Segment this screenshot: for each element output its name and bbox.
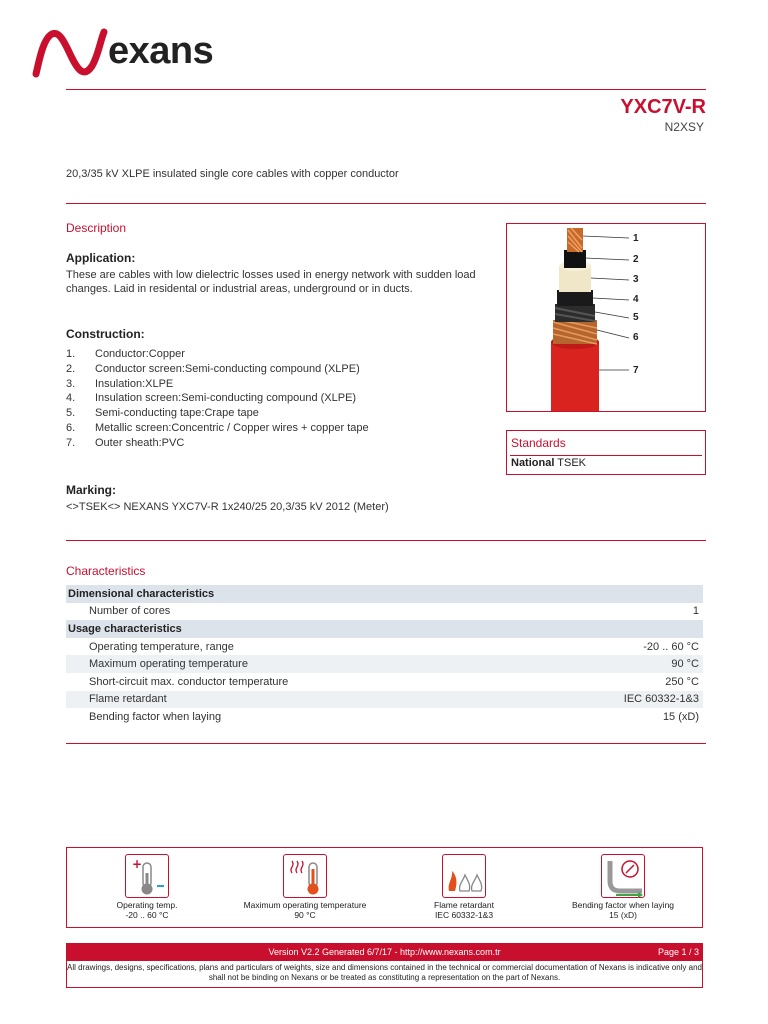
cable-label: 5 [633,312,639,323]
property-caption [67,900,227,920]
footer-bar [66,943,703,961]
standards-divider [510,455,702,456]
list-item-number: 3. [66,377,76,390]
list-item-text: Outer sheath:PVC [95,436,185,449]
property-bending-factor [543,854,703,920]
list-item [66,377,369,392]
thermometer-range-icon [125,854,169,898]
list-item-number: 7. [66,436,76,449]
section-divider [66,203,706,204]
list-item-text: Semi-conducting tape:Crape tape [95,407,259,420]
table-row [66,638,703,656]
row-label: Short-circuit max. conductor temperature [89,675,289,688]
cable-label: 1 [633,233,639,244]
characteristics-table [66,585,703,726]
application-text: These are cables with low dielectric losses used in energy network with sudden load changes. Laid in residental or industrial areas, underground or in ducts. [66,269,476,295]
row-value: -20 .. 60 °C [643,640,699,653]
brand-name: exans [108,30,214,72]
standards-title: Standards [511,436,566,450]
list-item-text: Insulation:XLPE [95,377,174,390]
header-divider [66,89,706,90]
cable-label: 4 [633,294,639,305]
property-operating-temp [67,854,227,920]
caption-value: 15 (xD) [609,910,637,920]
svg-text:+: + [132,857,143,871]
table-row [66,691,703,709]
product-subtitle: 20,3/35 kV XLPE insulated single core cables with copper conductor [66,168,399,180]
property-caption [225,900,385,920]
group-name: Dimensional characteristics [68,587,215,600]
caption-title: Bending factor when laying [571,900,675,910]
cable-label: 3 [633,274,639,285]
marking-text: <>TSEK<> NEXANS YXC7V-R 1x240/25 20,3/35 kV 2012 (Meter) [66,501,389,513]
nexans-n-mark-icon [30,26,110,84]
row-value: 15 (xD) [662,710,699,723]
table-row [66,708,703,726]
construction-list [66,347,369,451]
list-item [66,362,369,377]
caption-value: 90 °C [294,910,316,920]
marking-heading: Marking: [66,483,117,497]
standards-entry [511,457,586,469]
cable-label: 2 [633,254,639,265]
cable-label: 6 [633,332,639,343]
application-heading: Application: [66,251,136,265]
flame-retardant-icon [442,854,486,898]
standards-box [506,430,706,475]
table-row [66,673,703,691]
list-item-number: 6. [66,421,76,434]
row-value: IEC 60332-1&3 [623,693,699,706]
footer-disclaimer: All drawings, designs, specifications, plans and particulars of weights, size and dimensions contained in the technical or commercial documentation of Nexans is indicative only and shall not be binding on Nexans or be treated as constituting a representation on the part of Nexans. [66,961,703,988]
cable-cross-section-image [506,223,706,412]
caption-title: Flame retardant [434,900,494,910]
section-divider [66,743,706,744]
list-item [66,436,369,451]
cable-label: 7 [633,365,639,376]
list-item-number: 5. [66,407,76,420]
table-row [66,603,703,621]
property-max-temp [225,854,385,920]
construction-heading: Construction: [66,327,145,341]
standards-label: National [511,457,555,469]
caption-title: Operating temp. [116,900,178,910]
row-label: Flame retardant [89,693,167,706]
product-alt-name: N2XSY [664,120,704,134]
group-name: Usage characteristics [68,622,182,635]
list-item [66,406,369,421]
caption-title: Maximum operating temperature [243,900,367,910]
list-item-text: Metallic screen:Concentric / Copper wires + copper tape [95,421,369,434]
table-group-header [66,585,703,603]
characteristics-title: Characteristics [66,564,146,578]
row-label: Bending factor when laying [89,710,222,723]
footer-version[interactable]: Version V2.2 Generated 6/7/17 - http://www.nexans.com.tr [268,947,501,957]
table-row [66,655,703,673]
standards-value: TSEK [557,457,586,469]
table-group-header [66,620,703,638]
list-item-number: 1. [66,348,76,360]
section-divider [66,540,706,541]
list-item [66,391,369,406]
thermometer-heat-icon [283,854,327,898]
list-item-number: 2. [66,362,76,375]
bending-factor-icon [601,854,645,898]
property-flame-retardant [384,854,544,920]
footer-page-number: Page 1 / 3 [657,947,699,957]
list-item [66,421,369,436]
cable-layers-icon [507,224,706,412]
row-value: 1 [692,605,699,618]
product-name: YXC7V-R [620,96,706,118]
list-item-text: Conductor:Copper [95,348,185,360]
caption-value: IEC 60332-1&3 [434,910,494,920]
row-label: Number of cores [89,605,171,618]
row-value: 250 °C [665,675,699,688]
property-caption [543,900,703,920]
list-item-text: Conductor screen:Semi-conducting compound (XLPE) [95,362,360,375]
list-item [66,347,369,362]
property-caption [384,900,544,920]
row-label: Maximum operating temperature [89,658,248,671]
caption-value: -20 .. 60 °C [125,910,169,920]
description-title: Description [66,221,127,235]
property-icons-panel [66,847,703,928]
row-label: Operating temperature, range [89,640,234,653]
nexans-logo[interactable] [30,26,220,84]
row-value: 90 °C [671,658,699,671]
list-item-text: Insulation screen:Semi-conducting compound (XLPE) [95,392,357,405]
list-item-number: 4. [66,392,76,405]
